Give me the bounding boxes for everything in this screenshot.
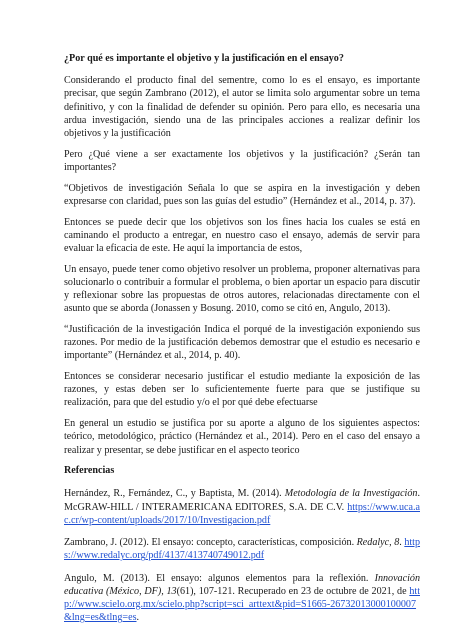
paragraph-justification-quote: “Justificación de la investigación Indica el porqué de la investigación exponiendo sus razones. Por medio de la justificación debemos demostrar que el estudio es necesario e importante” (Hernández et al., 2014, p. 40). bbox=[64, 323, 420, 363]
reference-item-angulo bbox=[64, 572, 420, 624]
reference-link[interactable]: https://www.uca.ac.cr/wp-content/uploads/2017/10/Investigacion.pdf bbox=[64, 502, 420, 526]
paragraph-intro: Considerando el producto final del sementre, como lo es el ensayo, es importante precisar, que según Zambrano (2012), el autor se limita solo argumentar sobre un tema definitivo, y con la finalidad de defender su opinión. Pero para ello, es necesaria una ardua investigación, siendo una de las principales acciones a realizar definir los objetivos y la justificación bbox=[64, 74, 420, 140]
reference-text: . McGRAW-HILL / INTERAMERICANA EDITORES, S.A. DE C.V. bbox=[64, 488, 420, 512]
paragraph-justification-aspects: En general un estudio se justifica por su aporte a alguno de los siguientes aspectos: teórico, metodológico, práctico (Hernández et al., 2014). Pero en el caso del ensayo a realizar y presentar, se debe justificar en el aspecto teorico bbox=[64, 417, 420, 457]
reference-item-zambrano bbox=[64, 536, 420, 562]
reference-link[interactable]: http://www.scielo.org.mx/scielo.php?script=sci_arttext&pid=S1665-26732013000100007&lng=es&tlng=es bbox=[64, 586, 420, 623]
reference-link[interactable]: https://www.redalyc.org/pdf/4137/413740749012.pdf bbox=[64, 537, 420, 561]
reference-title-italic: Metodología de la Investigación bbox=[285, 488, 418, 499]
reference-text: Angulo, M. (2013). El ensayo: algunos elementos para la reflexión. bbox=[64, 573, 375, 584]
reference-item-hernandez bbox=[64, 487, 420, 527]
reference-text: . bbox=[137, 612, 140, 623]
paragraph-justification-reasons: Entonces se considerar necesario justificar el estudio mediante la exposición de las razones, y estas deben ser lo suficientemente fuerte para que se justifique su realización, para que del estudio y/o el por qué debe efectuarse bbox=[64, 370, 420, 410]
references-title: Referencias bbox=[64, 464, 420, 477]
paragraph-question: Pero ¿Qué viene a ser exactamente los objetivos y la justificación? ¿Serán tan importantes? bbox=[64, 148, 420, 174]
section-heading: ¿Por qué es importante el objetivo y la justificación en el ensayo? bbox=[64, 52, 420, 65]
reference-text: Zambrano, J. (2012). El ensayo: concepto, características, composición. bbox=[64, 537, 357, 548]
reference-text: Hernández, R., Fernández, C., y Baptista, M. (2014). bbox=[64, 488, 285, 499]
reference-title-italic: Redalyc, 8 bbox=[357, 537, 400, 548]
paragraph-objectives-quote: “Objetivos de investigación Señala lo que se aspira en la investigación y deben expresarse con claridad, pues son las guías del estudio” (Hernández et al., 2014, p. 37). bbox=[64, 182, 420, 208]
reference-text: (61), 107-121. Recuperado en 23 de octubre de 2021, de bbox=[177, 586, 410, 597]
paragraph-essay-goal: Un ensayo, puede tener como objetivo resolver un problema, proponer alternativas para solucionarlo o contribuir a formular el problema, o bien aportar un espacio para discutir y reflexionar sobre las propuestas de otros autores, relacionadas directamente con el asunto que se aborda (Jonassen y Bosung. 2010, como se citó en, Angulo, 2013). bbox=[64, 263, 420, 316]
reference-text: . bbox=[399, 537, 404, 548]
paragraph-objectives-purpose: Entonces se puede decir que los objetivos son los fines hacia los cuales se está en caminando el producto a entregar, en nuestro caso el ensayo, además de servir para evaluar la eficacia de este. He aquí la importancia de estos, bbox=[64, 216, 420, 256]
reference-title-italic: Innovación educativa (México, DF), 13 bbox=[64, 573, 420, 597]
